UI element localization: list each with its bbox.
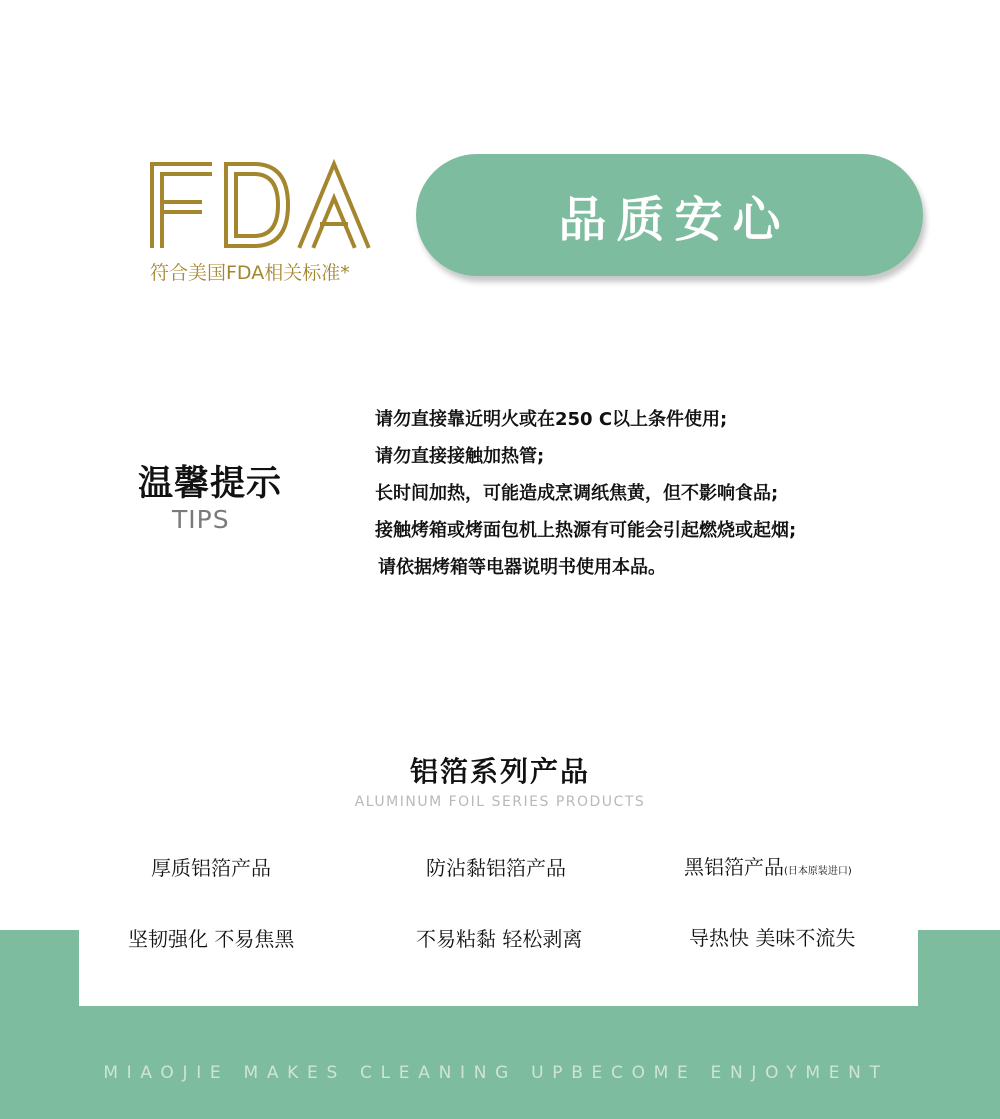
tips-subtitle: TIPS: [172, 505, 230, 534]
product-name-label: 厚质铝箔产品: [151, 856, 271, 880]
tip-item: 接触烤箱或烤面包机上热源有可能会引起燃烧或起烟;: [375, 520, 797, 541]
product-name-thick: [151, 852, 271, 881]
quality-badge: [416, 154, 923, 276]
product-name-nonstick: [426, 852, 566, 881]
tip-item: 请依据烤箱等电器说明书使用本品。: [378, 557, 666, 578]
tip-item: 请勿直接靠近明火或在250 C以上条件使用;: [375, 409, 728, 430]
product-name-label: 防沾黏铝箔产品: [426, 856, 566, 880]
product-feature-thick: 坚韧强化 不易焦黑: [128, 927, 295, 951]
product-feature-nonstick: 不易粘黏 轻松剥离: [416, 927, 583, 951]
tip-item: 长时间加热，可能造成烹调纸焦黄，但不影响食品;: [375, 483, 779, 504]
tip-item: 请勿直接接触加热管;: [375, 446, 545, 467]
product-feature-black: 导热快 美味不流失: [689, 926, 856, 950]
series-subtitle: ALUMINUM FOIL SERIES PRODUCTS: [354, 794, 646, 810]
series-title: 铝箔系列产品: [409, 755, 590, 788]
product-name-label: 黑铝箔产品: [684, 855, 784, 879]
fda-logo: [148, 158, 373, 250]
product-name-black: [684, 851, 852, 880]
tips-list: [375, 408, 975, 593]
fda-caption: 符合美国FDA相关标准*: [150, 262, 350, 284]
quality-label: 品质安心: [558, 191, 791, 248]
product-origin-note: (日本原装进口): [784, 866, 852, 877]
tips-title: 温馨提示: [138, 464, 283, 504]
footer-slogan: MIAOJIE MAKES CLEANING UPBECOME ENJOYMENT: [103, 1063, 889, 1083]
